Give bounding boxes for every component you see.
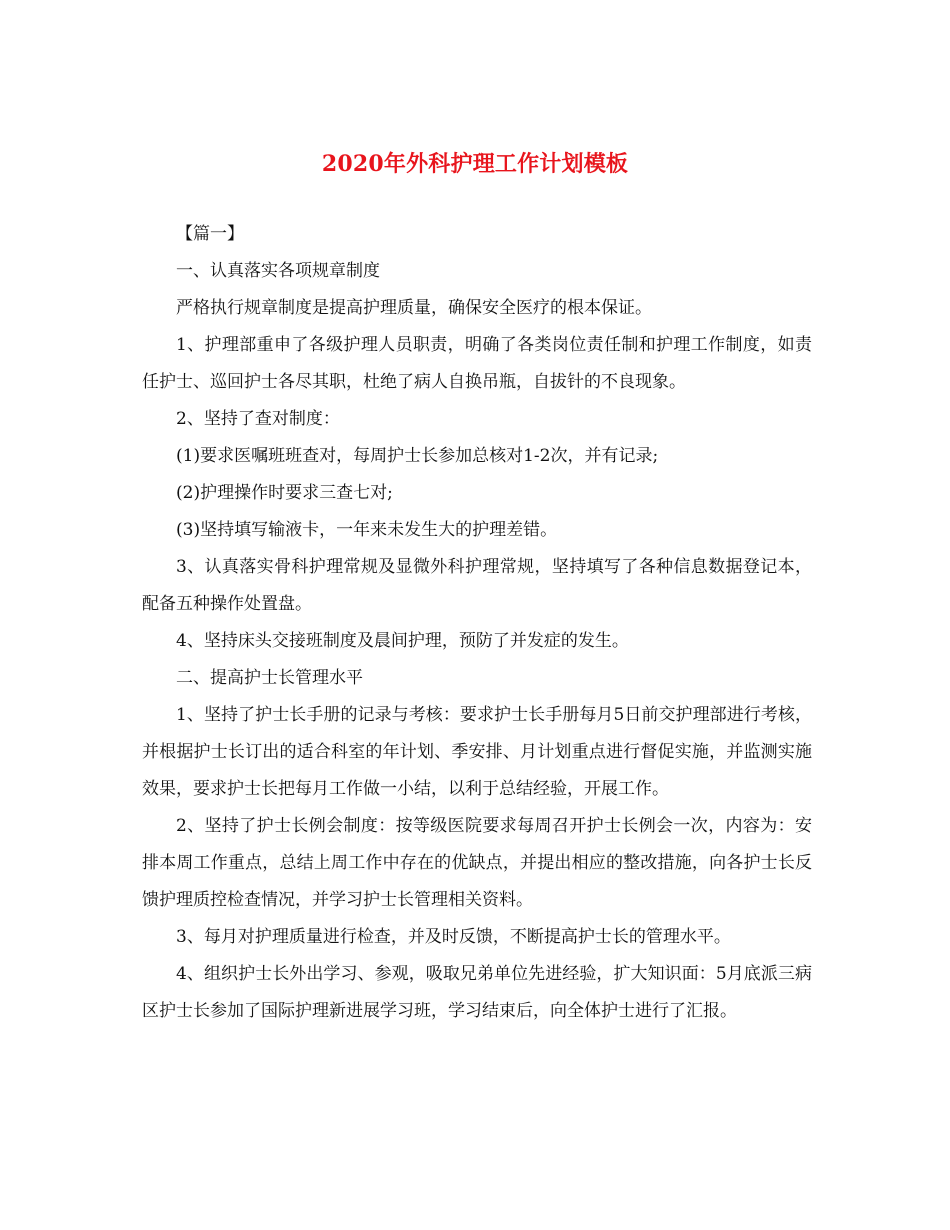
document-title: 2020年外科护理工作计划模板	[321, 150, 629, 177]
section-heading: 【篇一】	[176, 224, 244, 244]
body-paragraph: 2、坚持了查对制度：	[176, 409, 340, 429]
body-paragraph: 3、认真落实骨科护理常规及显微外科护理常规，坚持填写了各种信息数据登记本，配备五种操作处置盘。	[142, 557, 812, 614]
body-paragraph: (1)要求医嘱班班查对，每周护士长参加总核对1-2次，并有记录;	[176, 446, 659, 466]
body-paragraph: 2、坚持了护士长例会制度：按等级医院要求每周召开护士长例会一次，内容为：安排本周工作重点，总结上周工作中存在的优缺点，并提出相应的整改措施，向各护士长反馈护理质控检查情况，并学习护士长管理相关资料。	[142, 816, 812, 910]
subsection-heading: 一、认真落实各项规章制度	[176, 261, 380, 281]
body-paragraph: 4、坚持床头交接班制度及晨间护理，预防了并发症的发生。	[176, 631, 629, 651]
body-paragraph: (3)坚持填写输液卡，一年来未发生大的护理差错。	[176, 520, 558, 540]
body-paragraph: 1、坚持了护士长手册的记录与考核：要求护士长手册每月5日前交护理部进行考核，并根据护士长订出的适合科室的年计划、季安排、月计划重点进行督促实施，并监测实施效果，要求护士长把每月工作做一小结，以利于总结经验，开展工作。	[142, 705, 812, 799]
subsection-heading: 二、提高护士长管理水平	[176, 668, 363, 688]
body-paragraph: 严格执行规章制度是提高护理质量，确保安全医疗的根本保证。	[176, 298, 652, 318]
body-paragraph: 1、护理部重申了各级护理人员职责，明确了各类岗位责任制和护理工作制度，如责任护士、巡回护士各尽其职，杜绝了病人自换吊瓶，自拔针的不良现象。	[142, 335, 812, 392]
document-body	[142, 216, 812, 1030]
body-paragraph: 3、每月对护理质量进行检查，并及时反馈，不断提高护士长的管理水平。	[176, 927, 731, 947]
body-paragraph: (2)护理操作时要求三查七对;	[176, 483, 393, 503]
body-paragraph: 4、组织护士长外出学习、参观，吸取兄弟单位先进经验，扩大知识面：5月底派三病区护士长参加了国际护理新进展学习班，学习结束后，向全体护士进行了汇报。	[142, 964, 812, 1021]
